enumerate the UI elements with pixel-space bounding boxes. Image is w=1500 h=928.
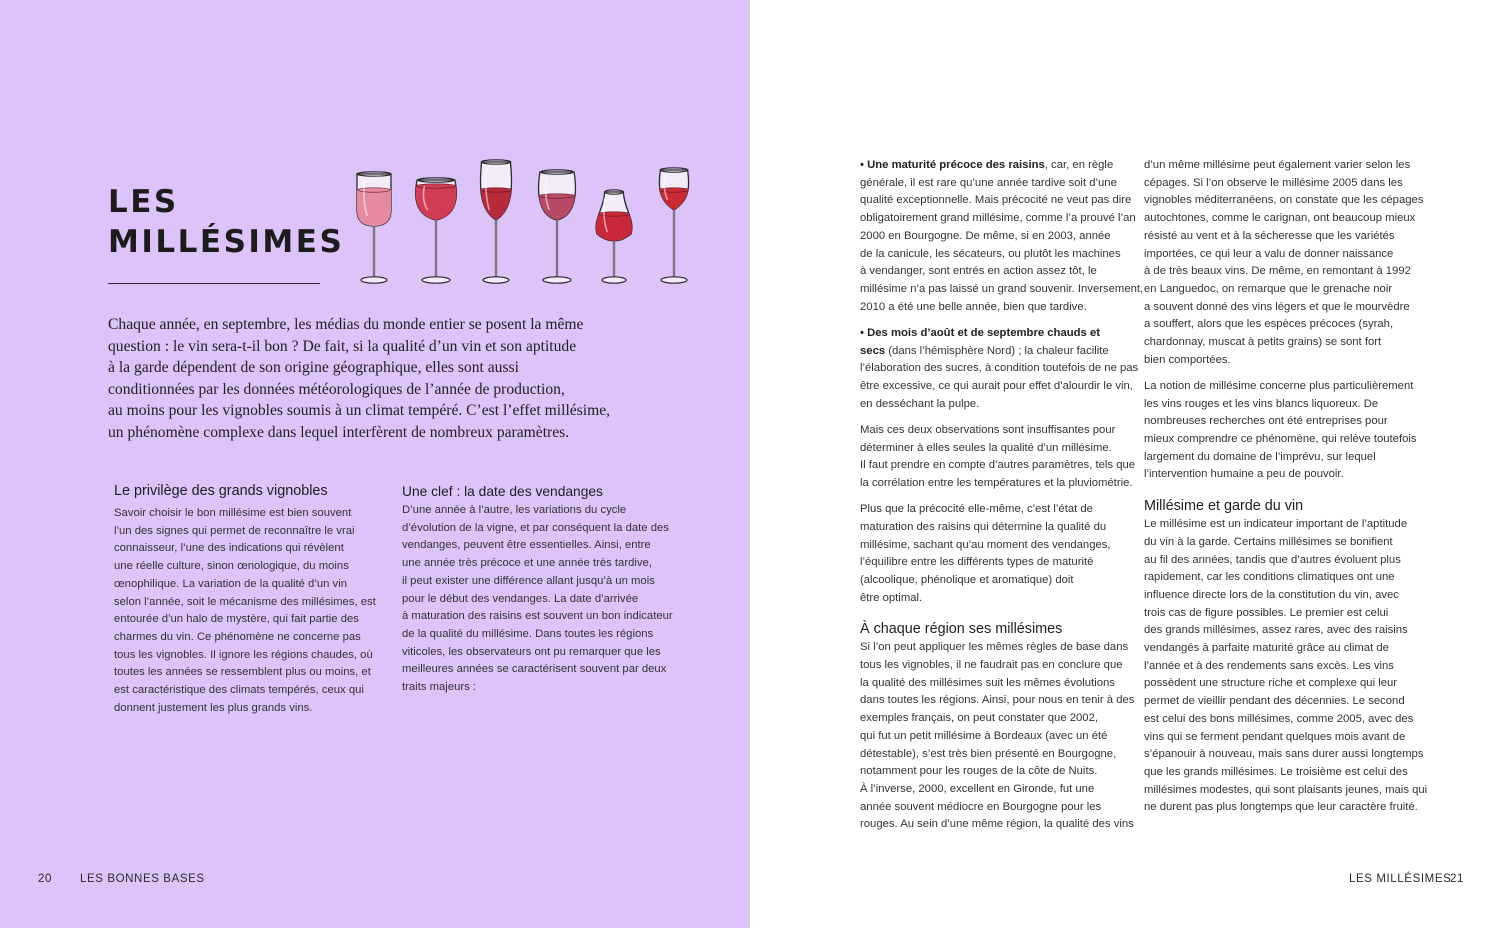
text-line: largement du domaine de l’imprévu, sur lequel <box>1144 450 1376 463</box>
text-run: (dans l’hémisphère Nord) ; la chaleur facilite <box>885 344 1109 357</box>
text-line: des grands millésimes, assez rares, avec des raisins <box>1144 624 1408 637</box>
text-line: une réelle culture, sinon œnologique, du moins <box>114 560 349 573</box>
text-line: a souvent donné des vins légers et que le mourvèdre <box>1144 300 1410 313</box>
text-line: 2000 en Bourgogne. De même, si en 2003, année <box>860 229 1111 242</box>
text-line: la corrélation entre les températures et la pluviométrie. <box>860 476 1133 489</box>
text-line: qualité exceptionnelle. Mais précocité ne veut pas dire <box>860 194 1132 207</box>
text-line: viticoles, les observateurs ont pu remarquer que les <box>402 645 661 658</box>
text-line: en Languedoc, on remarque que le grenache noir <box>1144 282 1393 295</box>
section-body <box>402 502 673 697</box>
bullet-hot-summer <box>860 325 1143 414</box>
running-header-right: LES MILLÉSIMES <box>1349 873 1452 885</box>
page-number-right: 21 <box>1450 873 1464 885</box>
text-line: l’intervention humaine a peu de pouvoir. <box>1144 468 1344 481</box>
text-line: générale, il est rare qu’une année tardive soit d’une <box>860 176 1117 189</box>
text-line: millésimes modestes, qui sont plaisants jeunes, mais qui <box>1144 783 1428 796</box>
text-line: • Une maturité précoce des raisins, car, en règle <box>860 159 1114 171</box>
text-line: l’équilibre entre les différents types de maturité <box>860 556 1094 569</box>
text-line <box>860 343 1143 361</box>
intro-paragraph <box>108 314 638 444</box>
text-line: (alcoolique, phénolique et aromatique) doit <box>860 573 1074 586</box>
text-line: qui fut un petit millésime à Bordeaux (avec un été <box>860 729 1108 742</box>
text-line: notamment pour les rouges de la côte de Nuits. <box>860 765 1098 778</box>
text-line: • Des mois d’août et de septembre chauds et <box>860 326 1100 339</box>
text-line: bien comportées. <box>1144 353 1231 366</box>
text-line: Savoir choisir le bon millésime est bien souvent <box>114 507 352 519</box>
text-line: l’année et à des rendements sans excès. Les vins <box>1144 659 1394 672</box>
intro-line: conditionnées par les données météorologiques de l’année de production, <box>108 380 565 398</box>
text-line: les vins rouges et les vins blancs liquoreux. De <box>1144 397 1379 410</box>
text-line: importées, ce qui leur a valu de donner naissance <box>1144 247 1394 260</box>
wine-glass <box>350 172 398 283</box>
text-line: déterminer à elles seules la qualité d’un millésime. <box>860 441 1112 454</box>
title-underline <box>108 283 320 284</box>
text-line: permet de vieillir pendant des décennies. Le second <box>1144 695 1405 708</box>
text-line: nombreuses recherches ont été entreprises pour <box>1144 415 1388 428</box>
bullet-bold: secs <box>860 344 886 357</box>
text-line: une année très précoce et une année très tardive, <box>402 557 652 570</box>
bullet-early-ripening <box>860 157 1143 316</box>
text-line: 2010 a été une belle année, bien que tardive. <box>860 300 1087 313</box>
text-line: Si l’on peut appliquer les mêmes règles de base dans <box>860 641 1129 654</box>
section-heading: Millésime et garde du vin <box>1144 498 1304 515</box>
text-line: tous les vignobles, il ne faudrait pas en conclure que <box>860 659 1123 672</box>
paragraph <box>1144 157 1427 369</box>
text-line: être optimal. <box>860 591 923 604</box>
section-body <box>114 505 376 717</box>
text-line: pour le début des vendanges. La date d’arrivée <box>402 592 639 605</box>
text-line: meilleures années se caractérisent souvent par deux <box>402 663 667 676</box>
text-line: à vendanger, sont entrés en action assez tôt, le <box>860 265 1097 278</box>
text-line: La notion de millésime concerne plus particulièrement <box>1144 379 1414 392</box>
bullet-bold: Une maturité précoce des raisins <box>867 159 1045 171</box>
paragraph <box>860 422 1143 493</box>
text-line: vins qui se ferment pendant quelques mois avant de <box>1144 730 1406 743</box>
text-line: tous les vignobles. Il ignore les régions chaudes, où <box>114 648 373 661</box>
text-line: à maturation des raisins est souvent un bon indicateur <box>402 610 673 623</box>
bullet-bold: Des mois d’août et de septembre chauds et <box>867 326 1100 339</box>
text-line: résisté au vent et à la sécheresse que les variétés <box>1144 229 1395 242</box>
text-line: l’un des signes qui permet de reconnaître le vrai <box>114 524 355 537</box>
text-line: à de très beaux vins. De même, en remontant à 1992 <box>1144 265 1411 278</box>
paragraph <box>860 639 1143 834</box>
running-header-left: LES BONNES BASES <box>80 873 205 885</box>
text-line: D’une année à l’autre, les variations du cycle <box>402 504 627 516</box>
section-heading: Une clef : la date des vendanges <box>402 484 603 499</box>
text-line: a souffert, alors que les espèces précoces (syrah, <box>1144 318 1394 331</box>
text-line: donnent justement les plus grands vins. <box>114 701 313 714</box>
text-line: exemples français, on peut constater que 2002, <box>860 712 1099 725</box>
text-line: au fil des années, tandis que d’autres évoluent plus <box>1144 553 1401 566</box>
text-run: , car, en règle <box>1044 159 1114 171</box>
text-line: autochtones, comme le carignan, ont beaucoup mieux <box>1144 212 1416 225</box>
text-line: Il faut prendre en compte d’autres paramètres, tels que <box>860 459 1136 472</box>
text-line: vendangés à parfaite maturité grâce au climat de <box>1144 642 1389 655</box>
text-line: obligatoirement grand millésime, comme l’a prouvé l’an <box>860 212 1136 225</box>
text-line: est caractéristique des climats tempérés, ceux qui <box>114 684 364 697</box>
text-line: œnophilique. La variation de la qualité d’un vin <box>114 577 347 590</box>
text-line: possèdent une structure riche et complexe qui leur <box>1144 677 1398 690</box>
paragraph <box>1144 516 1427 817</box>
text-line: mieux comprendre ce phénomène, qui relève toutefois <box>1144 433 1417 446</box>
title-line: LES <box>108 184 179 220</box>
text-line: rapidement, car les conditions climatiques ont une <box>1144 571 1395 584</box>
text-line: ne durent pas plus longtemps que leur caractère fruité. <box>1144 801 1418 814</box>
wine-glass <box>472 160 520 283</box>
section-privilege <box>114 481 376 717</box>
text-line: année souvent médiocre en Bourgogne pour les <box>860 800 1102 813</box>
section-heading: À chaque région ses millésimes <box>860 621 1063 638</box>
text-line: l’élaboration des sucres, à condition toutefois de ne pas <box>860 362 1139 375</box>
text-line: détestable), s’est très bien présenté en Bourgogne, <box>860 747 1117 760</box>
paragraph <box>860 501 1143 607</box>
page-title <box>108 182 344 262</box>
intro-line: un phénomène complexe dans lequel interfèrent de nombreux paramètres. <box>108 423 570 441</box>
text-line: est celui des bons millésimes, comme 2005, avec des <box>1144 712 1414 725</box>
right-column-1 <box>860 157 1143 843</box>
text-line: trois cas de figure possibles. Le premier est celui <box>1144 606 1389 619</box>
wine-glass <box>530 170 583 283</box>
text-line: traits majeurs : <box>402 681 477 694</box>
text-line: selon l’année, soit le mécanisme des millésimes, est <box>114 595 376 608</box>
intro-line: Chaque année, en septembre, les médias du monde entier se posent la même <box>108 316 584 333</box>
text-line: la qualité des millésimes suit les mêmes évolutions <box>860 676 1115 689</box>
text-line: être excessive, ce qui aurait pour effet d’alourdir le vin, <box>860 379 1133 392</box>
right-column-2 <box>1144 157 1427 826</box>
text-line: millésime n’a pas laissé un grand souvenir. Inversement, <box>860 282 1144 295</box>
text-line: s’épanouir à nouveau, mais sans durer aussi longtemps <box>1144 748 1424 761</box>
text-line: influence directe lors de la constitution du vin, avec <box>1144 588 1399 601</box>
text-line: d’évolution de la vigne, et par conséquent la date des <box>402 521 669 534</box>
text-line: À l’inverse, 2000, excellent en Gironde, fut une <box>860 783 1095 795</box>
text-line: chardonnay, muscat à petits grains) se sont fort <box>1144 336 1382 349</box>
text-line: connaisseur, l’une des indications qui révèlent <box>114 542 344 555</box>
text-line: maturation des raisins qui détermine la qualité du <box>860 520 1107 533</box>
page-number-left: 20 <box>38 873 52 885</box>
text-line: Plus que la précocité elle-même, c’est l’état de <box>860 503 1093 516</box>
text-line: en desséchant la pulpe. <box>860 397 980 410</box>
wine-glass <box>407 178 466 283</box>
text-line: vignobles méditerranéens, on constate que les cépages <box>1144 194 1424 207</box>
intro-line: au moins pour les vignobles soumis à un climat tempéré. C’est l’effet millésime, <box>108 402 611 420</box>
wine-glass <box>590 190 638 283</box>
text-line: de la canicule, les sécateurs, ou plutôt les machines <box>860 247 1121 260</box>
text-line: Mais ces deux observations sont insuffisantes pour <box>860 423 1116 436</box>
title-line: MILLÉSIMES <box>108 224 345 260</box>
text-line: cépages. Si l’on observe le millésime 2005 dans les <box>1144 176 1403 189</box>
text-line: dans toutes les régions. Ainsi, pour nous en tenir à des <box>860 694 1135 707</box>
text-line: du vin à la garde. Certains millésimes se bonifient <box>1144 535 1393 548</box>
wine-glass <box>652 168 697 283</box>
wine-glasses-illustration <box>346 152 706 292</box>
text-line: vendanges, peuvent être essentielles. Ainsi, entre <box>402 539 651 552</box>
text-line: d’un même millésime peut également varier selon les <box>1144 159 1411 171</box>
text-line: de la qualité du millésime. Dans toutes les régions <box>402 627 654 640</box>
text-line: toutes les années se ressemblent plus ou moins, et <box>114 666 371 679</box>
text-line: charmes du vin. Ce phénomène ne concerne pas <box>114 630 361 643</box>
text-line: entourée d’un halo de mystère, qui fait partie des <box>114 613 359 626</box>
text-line: Le millésime est un indicateur important de l’aptitude <box>1144 518 1408 531</box>
paragraph <box>1144 378 1427 484</box>
text-line: il peut exister une différence allant jusqu’à un mois <box>402 574 655 587</box>
intro-line: question : le vin sera-t-il bon ? De fait, si la qualité d’un vin et son aptitude <box>108 337 577 355</box>
text-line: rouges. Au sein d’une même région, la qualité des vins <box>860 818 1134 831</box>
text-line: que les grands millésimes. Le troisième est celui des <box>1144 766 1408 778</box>
section-heading: Le privilège des grands vignobles <box>114 483 328 499</box>
text-line: millésime, sachant qu’au moment des vendanges, <box>860 538 1111 551</box>
intro-line: à la garde dépendent de son origine géographique, elles sont aussi <box>108 359 519 377</box>
section-date-vendanges <box>402 482 673 697</box>
